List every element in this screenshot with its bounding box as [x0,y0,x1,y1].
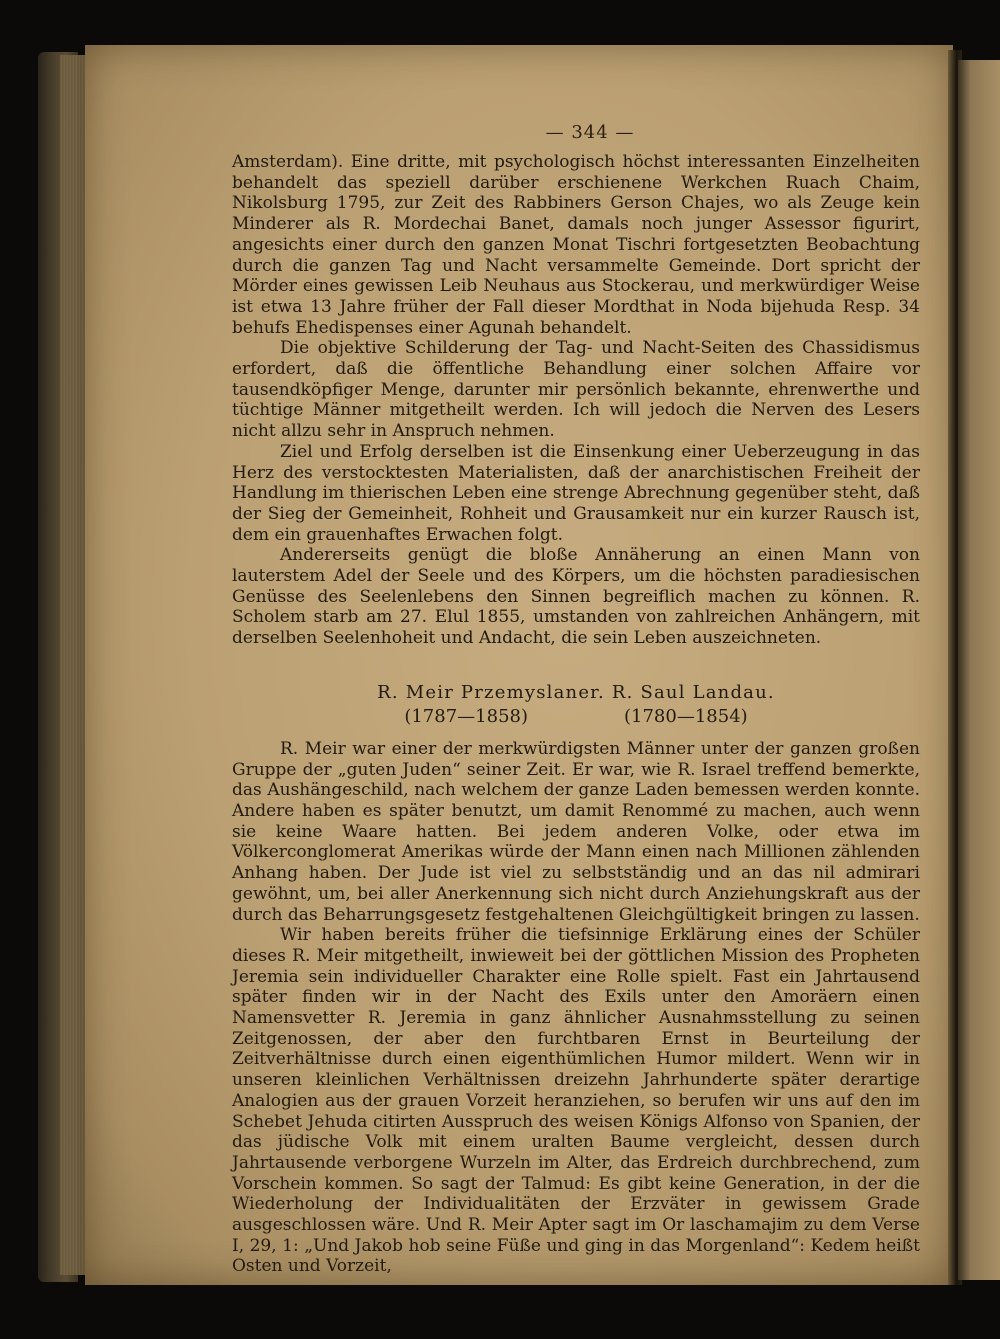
dates-meir: (1787—1858) [404,705,528,727]
paragraph: Ziel und Erfolg derselben ist die Einsenkung einer Ueberzeugung in das Herz des verstocktesten Materialisten, daß der anarchistischen Freiheit der Handlung im thierischen Leben eine strenge Abrechnung gegenüber steht, daß der Sieg der Gemeinheit, Rohheit und Grausamkeit nur ein kurzer Rausch ist, dem ein grauenhaftes Erwachen folgt. [232,441,920,545]
paragraph: Wir haben bereits früher die tiefsinnige Erklärung eines der Schüler dieses R. Meir mitgetheilt, inwieweit bei der göttlichen Mission des Propheten Jeremia sein individueller Charakter eine Rolle spielt. Fast ein Jahrtausend später finden wir in der Nacht des Exils unter den Amoräern einen Namensvetter R. Jeremia in ganz ähnlicher Ausnahmsstellung zu seinen Zeitgenossen, der aber den furchtbaren Ernst in Beurteilung der Zeitverhältnisse durch einen eigenthümlichen Humor mildert. Wenn wir in unseren kleinlichen Verhältnissen dreizehn Jahrhunderte später derartige Analogien aus der grauen Vorzeit heranziehen, so berufen wir uns auf den im Schebet Jehuda citirten Ausspruch des weisen Königs Alfonso von Spanien, der das jüdische Volk mit einem uralten Baume vergleicht, dessen durch Jahrtausende verborgene Wurzeln im Alter, das Erdreich durchbrechend, zum Vorschein kommen. So sagt der Talmud: Es gibt keine Generation, in der die Wiederholung der Individualitäten der Erzväter in gewissem Grade ausgeschlossen wäre. Und R. Meir Apter sagt im Or laschamajim zu dem Verse I, 29, 1: „Und Jakob hob seine Füße und ging in das Morgenland“: Kedem heißt Osten und Vorzeit, [232,925,920,1277]
section-dates [232,705,920,729]
dates-saul: (1780—1854) [624,705,748,727]
paragraph: R. Meir war einer der merkwürdigsten Männer unter der ganzen großen Gruppe der „guten Juden“ seiner Zeit. Er war, wie R. Israel treffend bemerkte, das Aushängeschild, nach welchem der ganze Laden bemessen werden konnte. Andere haben es später benutzt, um damit Renommé zu machen, auch wenn sie keine Waare hatten. Bei jedem anderen Volke, oder etwa im Völkerconglomerat Amerikas würde der Mann einen nach Millionen zählenden Anhang haben. Der Jude ist viel zu selbstständig und an das nil admirari gewöhnt, um, bei aller Anerkennung sich nicht durch Anziehungskraft aus der durch das Beharrungsgesetz festgehaltenen Gleichgültigkeit bringen zu lassen. [232,738,920,925]
section-heading: R. Meir Przemyslaner. R. Saul Landau. [377,681,775,703]
facing-page-edge [958,60,1000,1280]
paragraph: Amsterdam). Eine dritte, mit psychologisch höchst interessanten Einzelheiten behandelt das speziell darüber erschienene Werkchen Ruach Chaim, Nikolsburg 1795, zur Zeit des Rabbiners Gerson Chajes, wo als Zeuge kein Minderer als R. Mordechai Banet, damals noch junger Assessor figurirt, angesichts einer durch den ganzen Monat Tischri fortgesetzten Beobachtung durch die ganzen Tag und Nacht versammelte Gemeinde. Dort spricht der Mörder eines gewissen Leib Neuhaus aus Stockerau, und merkwürdiger Weise ist etwa 13 Jahre früher der Fall dieser Mordthat in Noda bijehuda Resp. 34 behufs Ehedispenses einer Agunah behandelt. [232,152,920,338]
page-number: — 344 — [545,122,635,143]
paragraph: Andererseits genügt die bloße Annäherung an einen Mann von lauterstem Adel der Seele und des Körpers, um die höchsten paradiesischen Genüsse des Seelenlebens den Sinnen begreiflich machen zu können. R. Scholem starb am 27. Elul 1855, umstanden von zahlreichen Anhängern, mit derselben Seelenhoheit und Andacht, die sein Leben auszeichneten. [232,545,920,649]
paragraph: Die objektive Schilderung der Tag- und Nacht-Seiten des Chassidismus erfordert, daß die öffentliche Behandlung einer solchen Affaire vor tausendköpfiger Menge, darunter mir persönlich bekannte, ehrenwerthe und tüchtige Männer mitgetheilt werden. Ich will jedoch die Nerven des Lesers nicht allzu sehr in Anspruch nehmen. [232,338,920,442]
page-text [232,152,920,1277]
